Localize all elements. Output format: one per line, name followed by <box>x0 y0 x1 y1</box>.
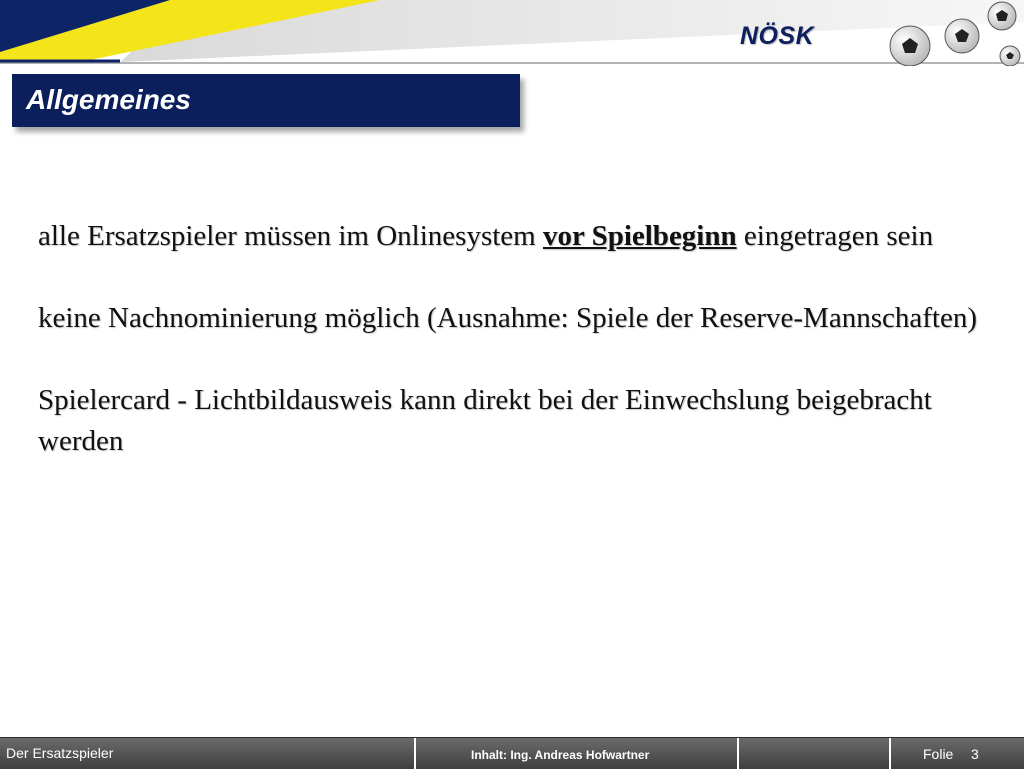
brand-logo-text: NÖSK <box>740 22 815 50</box>
slide-header <box>0 0 1024 66</box>
footer-page-label: Folie <box>923 746 954 762</box>
slide-title: Allgemeines <box>26 84 191 115</box>
soccer-ball-icon <box>988 2 1016 30</box>
paragraph-1-text-start: alle Ersatzspieler müssen im Onlinesystem <box>38 220 543 252</box>
slide-title-bar <box>12 74 520 127</box>
paragraph-3: Spielercard - Lichtbildausweis kann direkt bei der Einwechslung beigebracht werden <box>38 384 932 457</box>
paragraph-1-text-end: eingetragen sein <box>736 220 934 252</box>
footer-author-text: Inhalt: Ing. Andreas Hofwartner <box>471 748 650 762</box>
slide-body <box>38 216 998 503</box>
footer-page-number: 3 <box>971 746 979 762</box>
paragraph-1 <box>38 216 998 257</box>
header-decoration <box>0 0 1024 66</box>
soccer-ball-icon <box>945 19 979 53</box>
soccer-ball-icon <box>890 26 930 66</box>
footer-page-cell <box>891 738 1024 769</box>
paragraph-2: keine Nachnominierung möglich (Ausnahme: Spiele der Reserve-Mannschaften) <box>38 302 977 334</box>
paragraph-1-emphasis: vor Spielbeginn <box>542 220 737 252</box>
footer-left-text: Der Ersatzspieler <box>6 745 114 761</box>
footer-left-cell <box>0 738 416 769</box>
footer-empty-cell <box>739 738 891 769</box>
footer-center-cell <box>416 738 739 769</box>
soccer-ball-icon <box>1000 46 1020 66</box>
slide-footer <box>0 737 1024 769</box>
